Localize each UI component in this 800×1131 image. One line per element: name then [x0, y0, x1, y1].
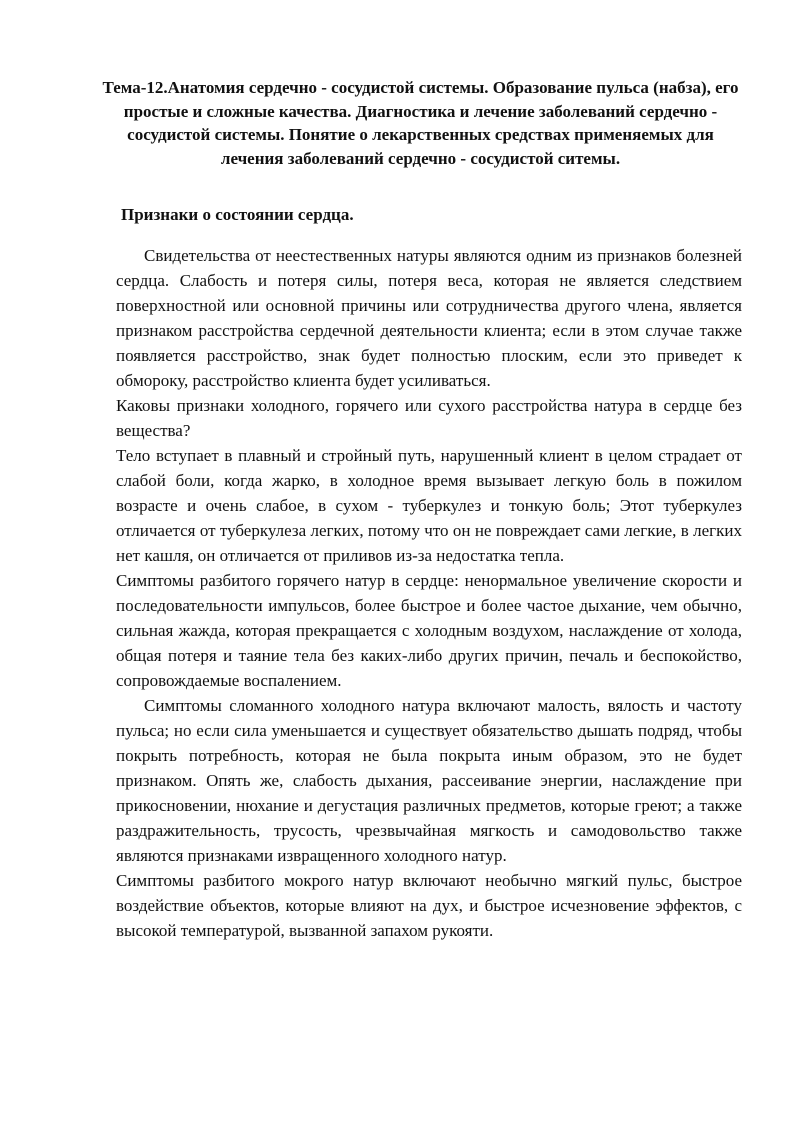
paragraph: Симптомы разбитого мокрого натур включают необычно мягкий пульс, быстрое воздействие объектов, которые влияют на дух, и быстрое исчезновение эффектов, с высокой температурой, вызванной запахом рукояти. [116, 871, 742, 940]
paragraph: Симптомы разбитого горячего натур в сердце: ненормальное увеличение скорости и последовательности импульсов, более быстрое и более частое дыхание, чем обычно, сильная жажда, которая прекращается с холодным воздухом, наслаждение от холода, общая потеря и таяние тела без каких-либо других причин, печаль и беспокойство, сопровождаемые воспалением. [116, 571, 742, 690]
paragraph: Свидетельства от неестественных натуры являются одним из признаков болезней сердца. Слабость и потеря силы, потеря веса, которая не является следствием поверхностной или основной причины или сотрудничества другого члена, является признаком расстройства сердечной деятельности клиента; если в этом случае также появляется расстройство, знак будет полностью плоским, если это приведет к обмороку, расстройство клиента будет усиливаться. [116, 246, 742, 390]
document-body [116, 243, 742, 943]
paragraph: Каковы признаки холодного, горячего или сухого расстройства натура в сердце без вещества? [116, 396, 742, 440]
paragraph: Симптомы сломанного холодного натура включают малость, вялость и частоту пульса; но если сила уменьшается и существует обязательство дышать подряд, чтобы покрыть потребность, которая не была покрыта иным образом, это не будет признаком. Опять же, слабость дыхания, рассеивание энергии, наслаждение при прикосновении, нюхание и дегустация различных предметов, которые греют; а также раздражительность, трусость, чрезвычайная мягкость и самодовольство также являются признаками извращенного холодного натур. [116, 696, 742, 865]
document-title: Тема-12.Анатомия сердечно - сосудистой системы. Образование пульса (набза), его простые и сложные качества. Диагностика и лечение заболеваний сердечно - сосудистой системы. Понятие о лекарственных средствах применяемых для лечения заболеваний сердечно - сосудистой ситемы. [102, 78, 739, 168]
section-heading: Признаки о состоянии сердца. [121, 205, 354, 224]
paragraph: Тело вступает в плавный и стройный путь, нарушенный клиент в целом страдает от слабой боли, когда жарко, в холодное время вызывает легкую боль в пожилом возрасте и очень слабое, в сухом - туберкулез и тонкую боль; Этот туберкулез отличается от туберкулеза легких, потому что он не повреждает сами легкие, в легких нет кашля, он отличается от приливов из-за недостатка тепла. [116, 446, 742, 565]
